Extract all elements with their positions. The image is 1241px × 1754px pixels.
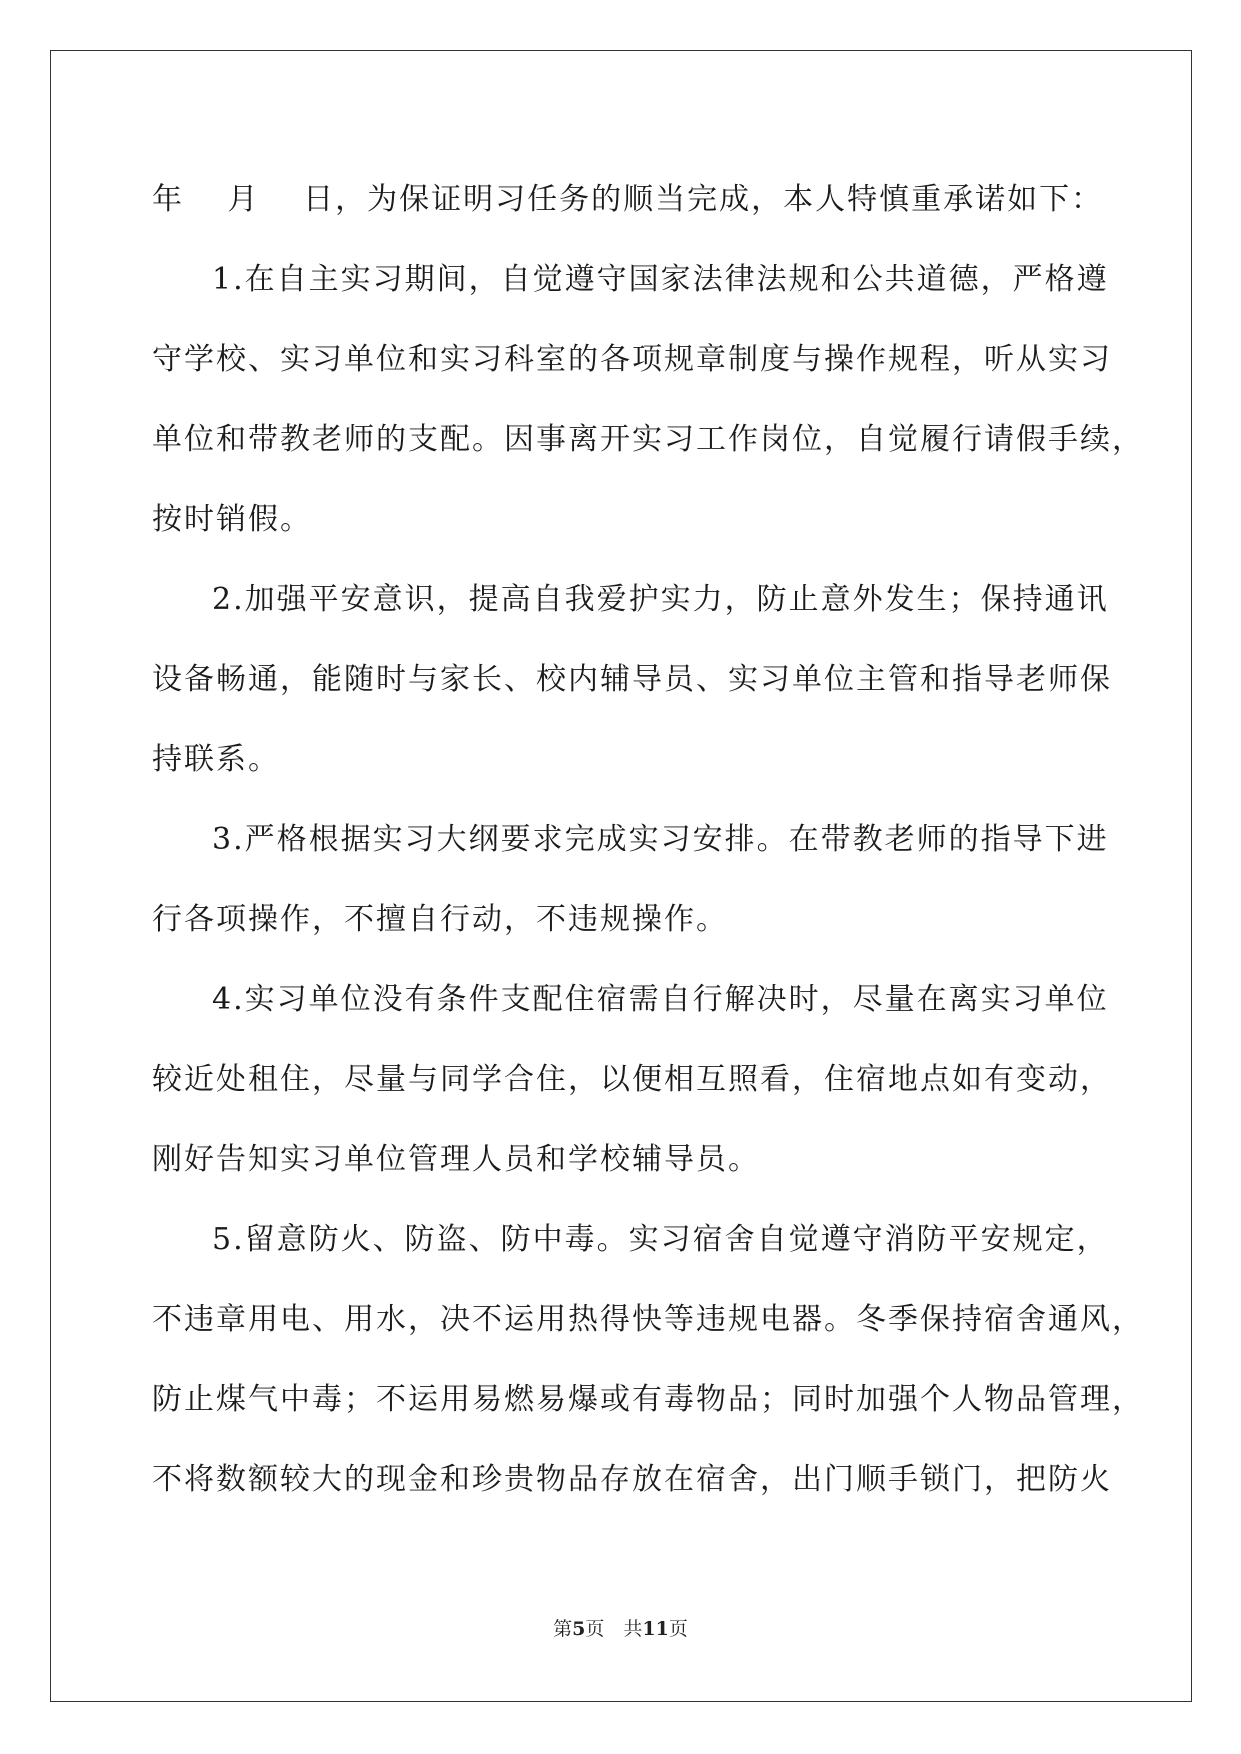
text-line: 3.严格根据实习大纲要求完成实习安排。在带教老师的指导下进 <box>212 822 1109 857</box>
text-line: 4.实习单位没有条件支配住宿需自行解决时，尽量在离实习单位 <box>212 982 1109 1017</box>
text-line: 年 月 日，为保证明习任务的顺当完成，本人特慎重承诺如下： <box>152 182 1104 217</box>
page-number: 5 <box>572 1618 586 1640</box>
text-line: 按时销假。 <box>152 502 312 537</box>
text-line: 2.加强平安意识，提高自我爱护实力，防止意外发生；保持通讯 <box>212 582 1109 617</box>
footer-prefix: 第 <box>553 1618 573 1640</box>
footer-total-suffix: 页 <box>668 1618 688 1640</box>
text-line: 持联系。 <box>152 742 280 777</box>
text-line: 不将数额较大的现金和珍贵物品存放在宿舍，出门顺手锁门，把防火 <box>152 1462 1112 1497</box>
text-line: 防止煤气中毒；不运用易燃易爆或有毒物品；同时加强个人物品管理， <box>152 1382 1144 1417</box>
text-line: 行各项操作，不擅自行动，不违规操作。 <box>152 902 728 937</box>
text-line: 守学校、实习单位和实习科室的各项规章制度与操作规程，听从实习 <box>152 342 1112 377</box>
text-line: 设备畅通，能随时与家长、校内辅导员、实习单位主管和指导老师保 <box>152 662 1112 697</box>
page-footer <box>0 1614 1241 1641</box>
text-line: 5.留意防火、防盗、防中毒。实习宿舍自觉遵守消防平安规定， <box>212 1222 1109 1257</box>
text-line: 刚好告知实习单位管理人员和学校辅导员。 <box>152 1142 760 1177</box>
document-body <box>152 160 1144 1520</box>
footer-page-suffix: 页 共 <box>585 1618 643 1640</box>
text-line: 1.在自主实习期间，自觉遵守国家法律法规和公共道德，严格遵 <box>212 262 1109 297</box>
total-pages: 11 <box>642 1618 669 1640</box>
text-line: 不违章用电、用水，决不运用热得快等违规电器。冬季保持宿舍通风， <box>152 1302 1144 1337</box>
text-line: 较近处租住，尽量与同学合住，以便相互照看，住宿地点如有变动， <box>152 1062 1112 1097</box>
text-line: 单位和带教老师的支配。因事离开实习工作岗位，自觉履行请假手续， <box>152 422 1144 457</box>
